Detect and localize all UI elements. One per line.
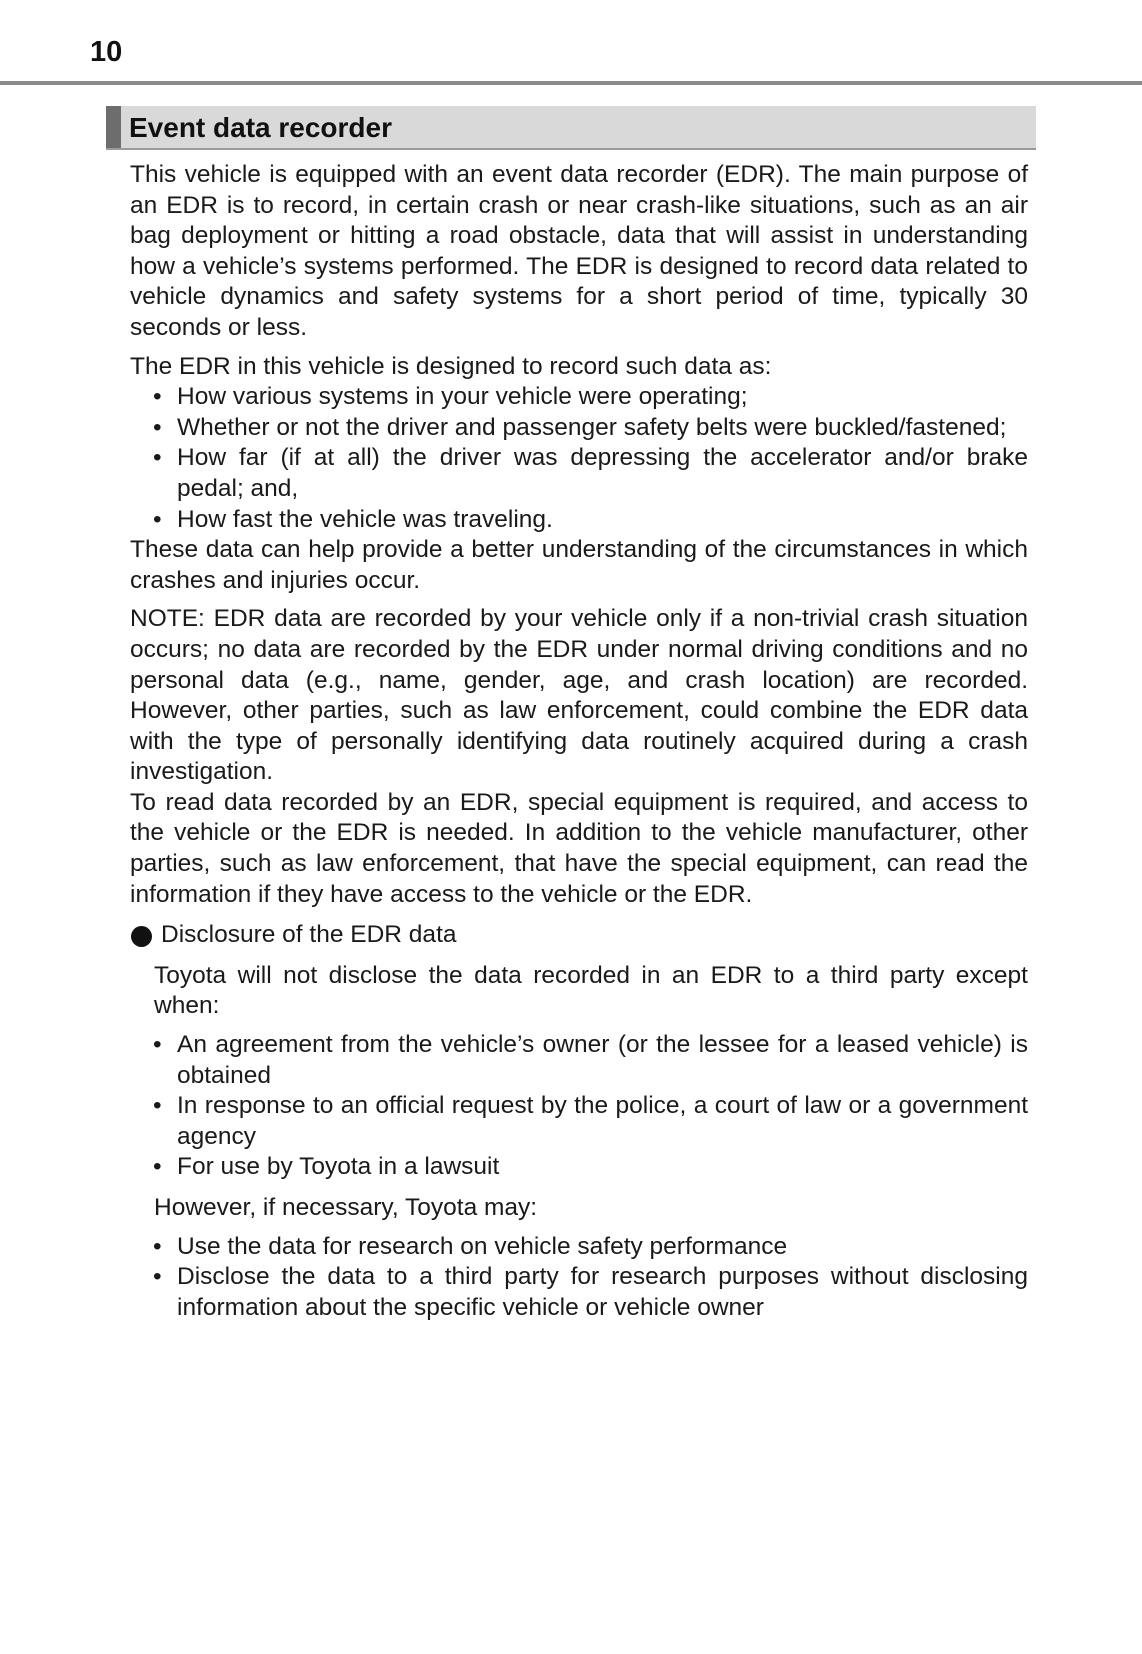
disclosure-heading: Disclosure of the EDR data xyxy=(161,921,457,949)
list-item: • Whether or not the driver and passenger safety belts were buckled/fastened; xyxy=(177,413,1028,444)
disclosure-exceptions-list xyxy=(154,1030,1028,1183)
section-title-bar xyxy=(106,106,1036,150)
page-number: 10 xyxy=(90,36,123,68)
bullet-icon: • xyxy=(153,413,162,441)
list-item: • For use by Toyota in a lawsuit xyxy=(177,1152,1028,1183)
disclosure-intro: Toyota will not disclose the data recorded in an EDR to a third party except when: xyxy=(154,961,1028,1020)
bullet-icon: • xyxy=(153,444,162,472)
bullet-icon: • xyxy=(153,1031,162,1059)
disclosure-heading-row xyxy=(130,920,1028,951)
intro-paragraph: This vehicle is equipped with an event data recorder (EDR). The main purpose of an EDR is to record, in certain crash or near crash-like situations, such as an air bag deployment or hitting a road obstacle, data that will assist in understanding how a vehicle’s systems performed. The EDR is designed to record data related to vehicle dynamics and safety systems for a short period of time, typically 30 seconds or less. xyxy=(130,161,1028,341)
list-item: • How far (if at all) the driver was depressing the accelerator and/or brake pedal; and, xyxy=(153,444,1028,502)
bullet-icon: • xyxy=(153,505,162,533)
section-title: Event data recorder xyxy=(129,112,392,143)
records-list xyxy=(130,382,1028,535)
bullet-icon: • xyxy=(153,1263,162,1291)
note-paragraph: NOTE: EDR data are recorded by your vehicle only if a non-trivial crash situation occurs; no data are recorded by the EDR under normal driving conditions and no personal data (e.g., name, gender, age, and crash location) are recorded. However, other parties, such as law enforcement, could combine the EDR data with the type of personally identifying data routinely acquired during a crash investigation. xyxy=(130,605,1028,786)
filled-circle-icon xyxy=(131,926,152,947)
disclosure-may-list xyxy=(154,1232,1028,1324)
understanding-paragraph: These data can help provide a better understanding of the circumstances in which crashes and injuries occur. xyxy=(130,536,1028,594)
however-intro: However, if necessary, Toyota may: xyxy=(154,1194,538,1221)
list-item: • An agreement from the vehicle’s owner (or the lessee for a leased vehicle) is obtained xyxy=(153,1031,1028,1089)
bullet-icon: • xyxy=(153,1092,162,1120)
bullet-icon: • xyxy=(153,383,162,411)
list-item: • How various systems in your vehicle were operating; xyxy=(177,382,1028,413)
access-paragraph: To read data recorded by an EDR, special equipment is required, and access to the vehicle or the EDR is needed. In addition to the vehicle manufacturer, other parties, such as law enforcement, that have the special equipment, can read the information if they have access to the vehicle or the EDR. xyxy=(130,788,1028,908)
header-divider xyxy=(0,81,1142,85)
list-item: • In response to an official request by the police, a court of law or a government agency xyxy=(153,1092,1028,1150)
list-item: • Disclose the data to a third party for research purposes without disclosing information about the specific vehicle or vehicle owner xyxy=(153,1263,1028,1321)
bullet-icon: • xyxy=(153,1232,162,1260)
bullet-icon: • xyxy=(153,1153,162,1181)
section-title-accent xyxy=(106,106,121,148)
list-item: • How fast the vehicle was traveling. xyxy=(177,505,1028,536)
list-item: • Use the data for research on vehicle safety performance xyxy=(177,1232,1028,1263)
disclosure-section xyxy=(130,961,1028,1324)
records-intro: The EDR in this vehicle is designed to record such data as: xyxy=(130,352,772,380)
page-content xyxy=(130,160,1028,1323)
